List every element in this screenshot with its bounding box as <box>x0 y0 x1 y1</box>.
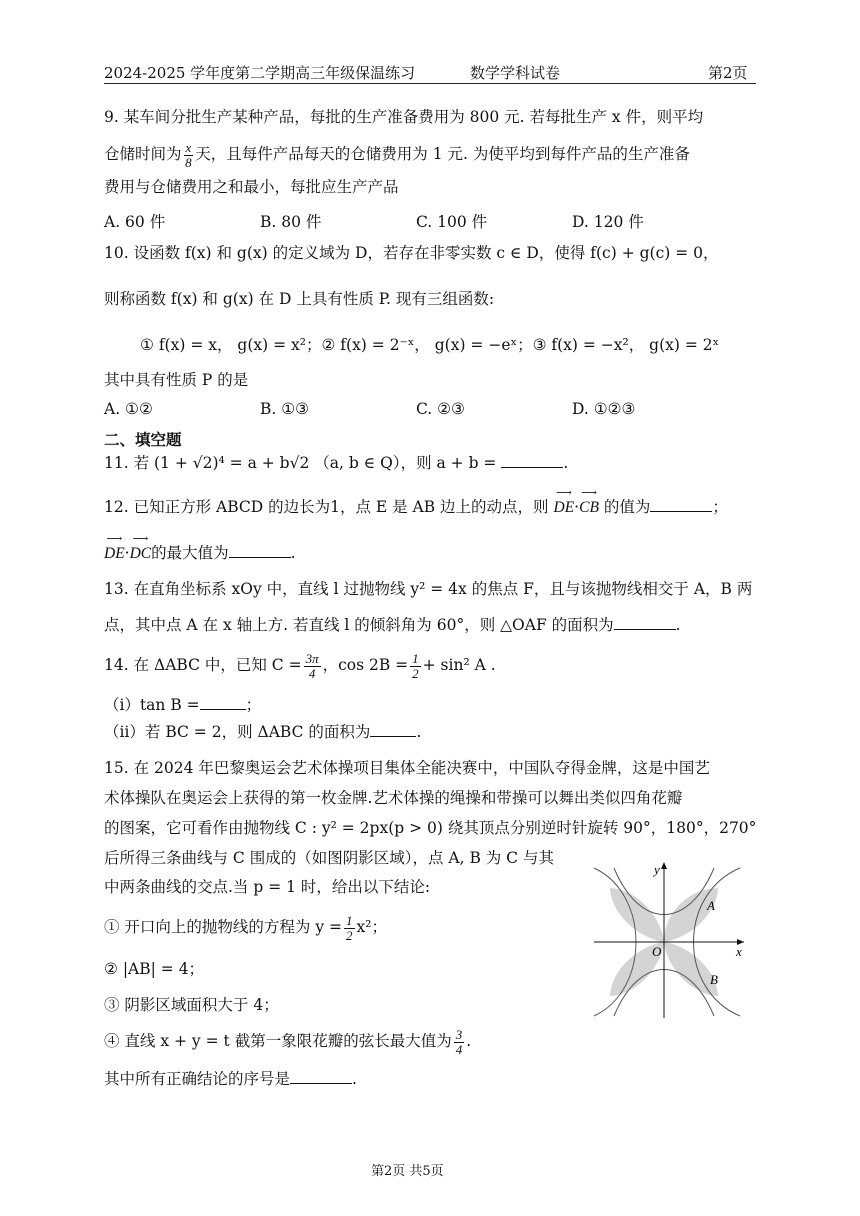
q14-c-num: 3π <box>305 651 319 666</box>
q10-option-d: D. ①②③ <box>572 400 636 418</box>
q11-end: . <box>563 454 569 472</box>
q12-dot-2: · <box>124 544 130 562</box>
header-exam-title: 2024-2025 学年度第二学期高三年级保温练习 <box>104 64 416 82</box>
q12-vector-dc: ⟶ DC <box>130 546 152 562</box>
q13-line2 <box>104 618 681 634</box>
q12-dot: · <box>574 498 580 516</box>
header-page: 第2页 <box>708 64 748 82</box>
q15-line1: 15. 在 2024 年巴黎奥运会艺术体操项目集体全能决赛中，中国队夺得金牌，这是中国艺 <box>104 759 710 777</box>
q15-final <box>104 1072 357 1088</box>
q9-frac-num: x <box>185 140 192 155</box>
q9-line3: 费用与仓储费用之和最小，每批应生产产品 <box>104 178 399 196</box>
q12-answer-blank-1[interactable] <box>650 511 712 512</box>
q11-text: 11. 若 (1 + √2)⁴ = a + b√2 （a, b ∈ Q），则 a + b = <box>104 454 497 472</box>
q12-line1-end: 的值为 <box>603 498 651 516</box>
q9-fraction <box>184 141 194 169</box>
q9-frac-den: 8 <box>185 154 192 170</box>
q9-line2-pre: 仓储时间为 <box>104 145 182 164</box>
q15-c4-num: 3 <box>455 1027 463 1042</box>
q15-c1-fraction <box>344 914 355 942</box>
q14-fraction-half <box>410 652 421 680</box>
q15-final-text: 其中所有正确结论的序号是 <box>104 1070 291 1088</box>
q14-sub2-end: . <box>416 723 422 741</box>
page-footer: 第2页 共5页 <box>371 1164 444 1179</box>
label-y: y <box>654 862 660 877</box>
petal-q2-fill <box>610 888 664 942</box>
q15-line5: 中两条曲线的交点.当 p = 1 时，给出以下结论: <box>104 878 431 896</box>
q9-option-d: D. 120 件 <box>572 213 644 231</box>
header-rule <box>104 83 756 84</box>
label-point-a: A <box>707 898 715 913</box>
q15-conclusion-2: ② |AB| = 4； <box>104 960 205 978</box>
q11-answer-blank[interactable] <box>501 467 563 468</box>
petal-figure <box>590 858 750 1028</box>
q10-line2: 则称函数 f(x) 和 g(x) 在 D 上具有性质 P. 现有三组函数: <box>104 290 495 308</box>
header-subject: 数学学科试卷 <box>470 64 561 82</box>
q12-line2-end: 的最大值为 <box>151 544 229 562</box>
q13-line2-text: 点，其中点 A 在 x 轴上方. 若直线 l 的倾斜角为 60°，则 △OAF 的面积为 <box>104 616 614 634</box>
q9-line2-post: 天，且每件产品每天的仓储费用为 1 元. 为使平均到每件产品的生产准备 <box>195 145 690 164</box>
q10-option-a: A. ①② <box>104 400 153 418</box>
label-x: x <box>736 944 742 959</box>
q10-functions: ① f(x) = x， g(x) = x²；② f(x) = 2⁻ˣ， g(x) = −eˣ；③ f(x) = −x²， g(x) = 2ˣ <box>140 336 720 354</box>
q10-option-b: B. ①③ <box>260 400 310 418</box>
q15-line2: 术体操队在奥运会上获得的第一枚金牌.艺术体操的绳操和带操可以舞出类似四角花瓣 <box>104 789 683 807</box>
q12-line2 <box>104 546 296 562</box>
q14-fraction-c <box>304 652 321 680</box>
q13-answer-blank[interactable] <box>614 629 676 630</box>
q12-vector-de-2: ⟶ DE <box>104 546 125 562</box>
q12-text: 12. 已知正方形 ABCD 的边长为1，点 E 是 AB 边上的动点，则 <box>104 498 549 516</box>
q15-conclusion-1 <box>104 914 387 942</box>
q15-line4: 后所得三条曲线与 C 围成的（如图阴影区域），点 A, B 为 C 与其 <box>104 849 554 867</box>
q15-line3: 的图案，它可看作由抛物线 C : y² = 2px(p > 0) 绕其顶点分别逆时针旋转 90°，180°，270° <box>104 819 757 837</box>
q9-line2 <box>104 141 690 169</box>
q15-c1-num: 1 <box>346 913 353 928</box>
q12-line1 <box>104 500 728 516</box>
q14-h-den: 2 <box>412 665 419 681</box>
q14-h-num: 1 <box>412 651 419 666</box>
q14-post: + sin² A . <box>422 656 496 675</box>
q13-line1: 13. 在直角坐标系 xOy 中，直线 l 过抛物线 y² = 4x 的焦点 F，且与该抛物线相交于 A，B 两 <box>104 580 753 598</box>
q14-c-den: 4 <box>308 665 316 681</box>
q9-option-b: B. 80 件 <box>260 213 322 231</box>
label-point-b: B <box>710 972 718 987</box>
q15-conclusion-3: ③ 阴影区域面积大于 4； <box>104 996 279 1014</box>
q15-final-end: . <box>352 1070 357 1088</box>
q12-vector-de: ⟶ DE <box>554 500 575 516</box>
q15-c4-pre: ④ 直线 x + y = t 截第一象限花瓣的弦长最大值为 <box>104 1032 452 1051</box>
label-origin: O <box>652 944 662 959</box>
y-axis-arrow <box>661 862 667 869</box>
q14-sub1-text: （ⅰ）tan B = <box>104 696 200 714</box>
q15-c1-pre: ① 开口向上的抛物线的方程为 y = <box>104 918 343 937</box>
q10-option-c: C. ②③ <box>416 400 465 418</box>
q15-conclusion-4 <box>104 1028 471 1056</box>
q14-pre: 14. 在 ΔABC 中，已知 C = <box>104 656 302 675</box>
q12-semicolon: ； <box>712 498 728 516</box>
q14-line1 <box>104 652 496 680</box>
q9-line1: 9. 某车间分批生产某种产品，每批的生产准备费用为 800 元. 若每批生产 x 件，则平均 <box>104 108 704 126</box>
q13-period: . <box>675 616 681 634</box>
petal-q4-fill <box>664 942 718 996</box>
q12-vector-cb: ⟶ CB <box>579 500 599 516</box>
q15-c4-post: . <box>466 1032 472 1051</box>
q12-period: . <box>290 544 296 562</box>
q10-line4: 其中具有性质 P 的是 <box>104 371 249 389</box>
q14-answer-blank-2[interactable] <box>370 736 416 737</box>
section-fill-in-title: 二、填空题 <box>104 431 182 449</box>
q14-sub1 <box>104 698 261 714</box>
q15-c4-fraction <box>454 1028 465 1056</box>
q9-option-c: C. 100 件 <box>416 213 488 231</box>
q12-answer-blank-2[interactable] <box>229 557 291 558</box>
q14-sub1-end: ； <box>245 696 262 714</box>
q14-sub2 <box>104 725 421 741</box>
q14-answer-blank-1[interactable] <box>200 709 246 710</box>
q15-c4-den: 4 <box>455 1041 463 1057</box>
q9-option-a: A. 60 件 <box>104 213 166 231</box>
q14-mid: ，cos 2B = <box>322 656 409 675</box>
q10-line1: 10. 设函数 f(x) 和 g(x) 的定义域为 D，若存在非零实数 c ∈ D，使得 f(c) + g(c) = 0， <box>104 244 719 262</box>
q14-sub2-text: （ⅱ）若 BC = 2，则 ΔABC 的面积为 <box>104 723 371 741</box>
q15-c1-den: 2 <box>346 927 353 943</box>
q15-c1-post: x²； <box>356 918 387 937</box>
q11-line <box>104 456 568 472</box>
q15-answer-blank[interactable] <box>290 1083 352 1084</box>
